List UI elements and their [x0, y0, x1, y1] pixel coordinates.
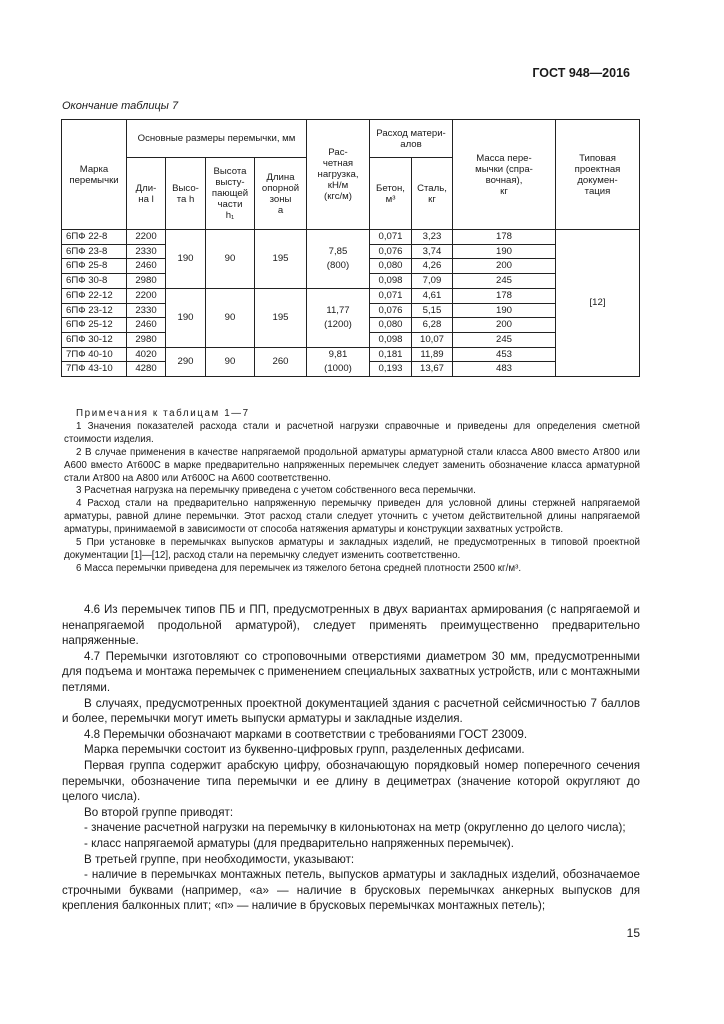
col-height: Высо- та h [166, 158, 206, 230]
note-item: 4 Расход стали на предварительно напряженную перемычку приведен для условной длины стержней напрягаемой арматуры, равной длине перемычки. Этот расход стали следует уточнить с учетом действительной длины напрягаемой арматуры, принимаемой в зависимости от способа натяжения арматуры и конструкции захватных устройств. [64, 498, 640, 536]
cell-length: 4020 [127, 347, 166, 362]
cell-steel: 6,28 [412, 318, 453, 333]
table-row [62, 230, 640, 245]
cell-concrete: 0,080 [370, 318, 412, 333]
col-project-doc: Типовая проектная докумен- тация [556, 120, 640, 230]
body-paragraph: 4.6 Из перемычек типов ПБ и ПП, предусмотренных в двух вариантах армирования (с напрягаемой и ненапрягаемой продольной арматурой), следует применять преимущественно предварительно напряженные. [62, 603, 640, 648]
cell-mark: 6ПФ 30-12 [62, 332, 127, 347]
cell-mass: 190 [453, 244, 556, 259]
cell-mark: 7ПФ 43-10 [62, 362, 127, 377]
cell-length: 4280 [127, 362, 166, 377]
cell-length: 2980 [127, 274, 166, 289]
cell-protrusion: 90 [206, 230, 255, 289]
page-number: 15 [626, 926, 640, 940]
col-main-sizes: Основные размеры перемычки, мм [127, 120, 307, 158]
body-paragraph: 4.7 Перемычки изготовляют со строповочными отверстиями диаметром 30 мм, предусмотренными для подъема и монтажа перемычек с применением специальных захватных устройств, или с монтажными петлями. [62, 649, 640, 694]
cell-length: 2460 [127, 259, 166, 274]
cell-length: 2460 [127, 318, 166, 333]
body-paragraph: Марка перемычки состоит из буквенно-цифровых групп, разделенных дефисами. [84, 743, 525, 757]
cell-height: 290 [166, 347, 206, 376]
body-paragraph: 4.8 Перемычки обозначают марками в соответствии с требованиями ГОСТ 23009. [84, 727, 528, 741]
cell-mark: 6ПФ 25-8 [62, 259, 127, 274]
cell-mass: 190 [453, 303, 556, 318]
table-row [62, 347, 640, 362]
cell-steel: 3,74 [412, 244, 453, 259]
cell-steel: 13,67 [412, 362, 453, 377]
cell-mass: 245 [453, 274, 556, 289]
notes [64, 408, 640, 576]
body-paragraph: В третьей группе, при необходимости, указывают: [84, 852, 355, 866]
body-paragraph: Первая группа содержит арабскую цифру, обозначающую порядковый номер поперечного сечения перемычки, обозначение типа перемычки и ее длину в дециметрах (значение которой округляют до целого числа). [62, 758, 640, 804]
cell-length: 2200 [127, 230, 166, 245]
cell-concrete: 0,098 [370, 274, 412, 289]
cell-support: 195 [255, 288, 307, 347]
cell-height: 190 [166, 288, 206, 347]
cell-steel: 4,26 [412, 259, 453, 274]
cell-mass: 453 [453, 347, 556, 362]
col-mark: Марка перемычки [62, 120, 127, 230]
cell-steel: 11,89 [412, 347, 453, 362]
cell-mark: 6ПФ 22-8 [62, 230, 127, 245]
cell-length: 2200 [127, 288, 166, 303]
cell-mark: 6ПФ 23-12 [62, 303, 127, 318]
cell-project-doc: [12] [556, 230, 640, 377]
cell-concrete: 0,098 [370, 332, 412, 347]
note-item: 3 Расчетная нагрузка на перемычку приведена с учетом собственного веса перемычки. [76, 485, 476, 497]
note-item: 5 При установке в перемычках выпусков арматуры и закладных изделий, не предусмотренных в типовой проектной документации [1]—[12], расход стали на перемычку следует изменить соответственно. [64, 537, 640, 561]
cell-length: 2330 [127, 244, 166, 259]
cell-concrete: 0,076 [370, 303, 412, 318]
note-item: 2 В случае применения в качестве напрягаемой продольной арматуры арматурной стали класса А800 вместо Ат800 или А600 вместо Ат600С в марке предварительно напряженных перемычек следует заменить обозначение класса арматурной стали Ат800 на А800 или Ат600С на А600 соответственно. [64, 446, 640, 484]
cell-steel: 3,23 [412, 230, 453, 245]
col-length: Дли- на l [127, 158, 166, 230]
cell-concrete: 0,071 [370, 288, 412, 303]
cell-mark: 6ПФ 30-8 [62, 274, 127, 289]
cell-mass: 200 [453, 318, 556, 333]
cell-mark: 7ПФ 40-10 [62, 347, 127, 362]
body-paragraph: В случаях, предусмотренных проектной документацией здания с расчетной сейсмичностью 7 баллов и более, перемычки могут иметь выпуски арматуры и закладные изделия. [62, 696, 640, 726]
note-item: 6 Масса перемычки приведена для перемычек из тяжелого бетона средней плотности 2500 кг/м³. [76, 562, 522, 574]
col-protrusion: Высота высту- пающей части h₁ [206, 158, 255, 230]
cell-steel: 5,15 [412, 303, 453, 318]
doc-code: ГОСТ 948—2016 [532, 66, 630, 80]
cell-protrusion: 90 [206, 288, 255, 347]
cell-concrete: 0,076 [370, 244, 412, 259]
cell-steel: 4,61 [412, 288, 453, 303]
cell-steel: 7,09 [412, 274, 453, 289]
cell-mass: 178 [453, 288, 556, 303]
cell-mass: 483 [453, 362, 556, 377]
cell-mark: 6ПФ 25-12 [62, 318, 127, 333]
cell-mark: 6ПФ 23-8 [62, 244, 127, 259]
col-support: Длина опорной зоны a [255, 158, 307, 230]
col-steel: Сталь, кг [412, 158, 453, 230]
note-item: 1 Значения показателей расхода стали и расчетной нагрузки справочные и приведены для определения сметной стоимости изделия. [64, 420, 640, 445]
body-paragraph: - значение расчетной нагрузки на перемычку в килоньютонах на метр (округленно до целого числа); [84, 821, 626, 835]
cell-concrete: 0,193 [370, 362, 412, 377]
cell-concrete: 0,080 [370, 259, 412, 274]
cell-support: 195 [255, 230, 307, 289]
cell-load: 9,81 (1000) [307, 347, 370, 376]
notes-title: Примечания к таблицам 1—7 [76, 408, 250, 419]
col-mass: Масса пере- мычки (спра- вочная), кг [453, 120, 556, 230]
col-concrete: Бетон, м³ [370, 158, 412, 230]
cell-length: 2330 [127, 303, 166, 318]
cell-mass: 245 [453, 332, 556, 347]
body-text [62, 602, 640, 914]
cell-concrete: 0,181 [370, 347, 412, 362]
body-paragraph: Во второй группе приводят: [84, 805, 234, 819]
cell-protrusion: 90 [206, 347, 255, 376]
table-row [62, 288, 640, 303]
cell-mass: 200 [453, 259, 556, 274]
cell-mark: 6ПФ 22-12 [62, 288, 127, 303]
col-materials: Расход матери- алов [370, 120, 453, 158]
table-7 [61, 119, 640, 377]
cell-load: 7,85 (800) [307, 230, 370, 289]
table-caption: Окончание таблицы 7 [62, 100, 179, 112]
cell-steel: 10,07 [412, 332, 453, 347]
body-paragraph: - класс напрягаемой арматуры (для предварительно напряженных перемычек). [84, 836, 514, 850]
cell-length: 2980 [127, 332, 166, 347]
cell-support: 260 [255, 347, 307, 376]
cell-concrete: 0,071 [370, 230, 412, 245]
cell-load: 11,77 (1200) [307, 288, 370, 347]
cell-height: 190 [166, 230, 206, 289]
cell-mass: 178 [453, 230, 556, 245]
body-paragraph: - наличие в перемычках монтажных петель, выпусков арматуры и закладных изделий, обозначаемое строчными буквами (например, «а» — наличие в брусковых перемычках анкерных выпусков для крепления балконных плит; «п» — наличие в брусковых перемычках монтажных петель); [62, 868, 640, 913]
col-load: Рас- четная нагрузка, кН/м (кгс/м) [307, 120, 370, 230]
